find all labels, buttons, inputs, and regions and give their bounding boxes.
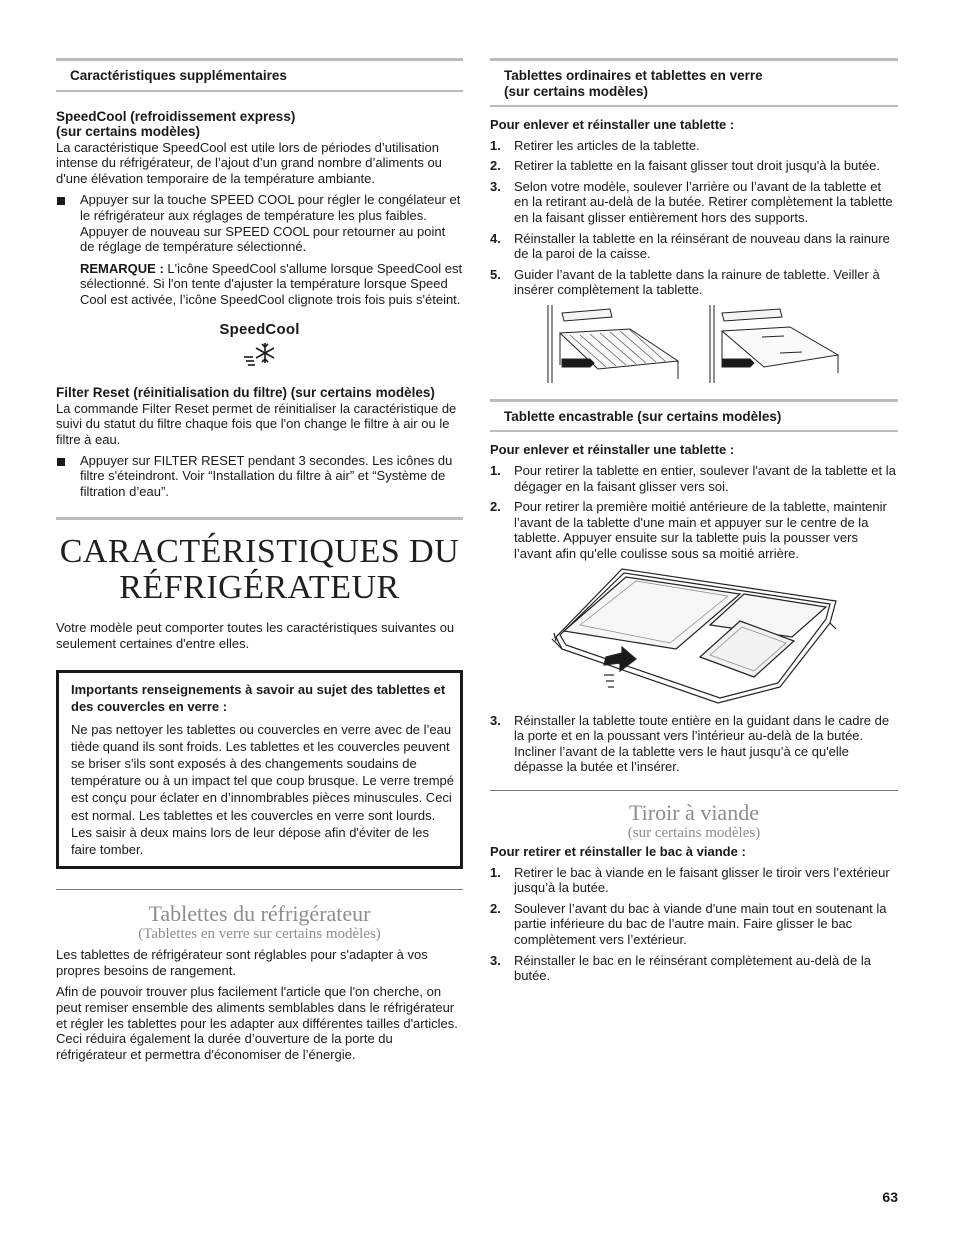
speedcool-illustration <box>56 322 463 368</box>
list-item: 2. Pour retirer la première moitié antérieure de la tablette, maintenir l’avant de la tablette d'une main et appuyer sur le centre de la tablette. Appuyer ensuite sur la tablette puis la pousser vers l’avant afin qu'elle coulisse sous sa moitié arrière. <box>490 499 887 561</box>
glass-warning-box <box>56 670 463 870</box>
shelves-title: Tablettes du réfrigérateur <box>148 901 371 927</box>
list-item: 4. Réinstaller la tablette en la réinsérant de nouveau dans la rainure de la paroi de la caisse. <box>490 230 890 262</box>
list-item: 1. Retirer le bac à viande en le faisant glisser le tiroir vers l’extérieur jusqu’à la butée. <box>490 864 890 896</box>
warning-title: Importants renseignements à savoir au sujet des tablettes et des couvercles en verre : <box>71 681 446 714</box>
list-item: 2. Retirer la tablette en la faisant glisser tout droit jusqu'à la butée. <box>490 158 880 174</box>
shelves-p1: Les tablettes de réfrigérateur sont réglables pour s'adapter à vos propres besoins de rangement. <box>56 947 428 978</box>
meat-drawer-subtitle: (sur certains modèles) <box>627 824 761 841</box>
shelves-subtitle: (Tablettes en verre sur certains modèles) <box>138 926 381 943</box>
section-header-features: Caractéristiques supplémentaires <box>56 58 463 92</box>
list-item: 3. Réinstaller le bac en le réinsérant complètement au-delà de la butée. <box>490 952 871 984</box>
remove-shelf-label: Pour enlever et réinstaller une tablette : <box>490 117 735 132</box>
speedcool-bullet: Appuyer sur la touche SPEED COOL pour régler le congélateur et le réfrigérateur aux réglages de température les plus faibles. Appuyer de nouveau sur SPEED COOL pour retourner au point de réglage de température sélectionné. <box>56 192 463 254</box>
list-item: 1. Retirer les articles de la tablette. <box>490 137 700 153</box>
speedcool-title-line2: (sur certains modèles) <box>56 124 201 140</box>
main-intro: Votre modèle peut comporter toutes les caractéristiques suivantes ou seulement certaines d'entre elles. <box>56 620 455 651</box>
list-item: 3. Selon votre modèle, soulever l’arrière ou l’avant de la tablette et en la retirant au-delà de la butée. Retirer complètement la tablette en la faisant glisser entièrement hors des supports. <box>490 178 893 225</box>
slide-steps-b <box>490 713 898 775</box>
snowflake-icon <box>240 339 280 367</box>
right-column <box>490 58 898 989</box>
main-title <box>56 534 463 606</box>
list-item: 5. Guider l’avant de la tablette dans la rainure de tablette. Veiller à insérer complètement la tablette. <box>490 266 880 298</box>
note-text: L'icône SpeedCool s'allume lorsque SpeedCool est sélectionné. Si l'on tente d'ajuster la température lorsque Speed Cool est activée, l’icône SpeedCool clignote trois fois puis s'éteint. <box>80 260 463 308</box>
filter-reset-title: Filter Reset (réinitialisation du filtre) (sur certains modèles) <box>56 385 435 401</box>
meat-drawer-title: Tiroir à viande <box>629 799 759 825</box>
slide-steps-a <box>490 463 898 562</box>
filter-reset-intro: La commande Filter Reset permet de réinitialiser la caractéristique de suivi du statut du filtre chaque fois que l'on change le filtre à air ou le filtre à eau. <box>56 400 457 447</box>
speedcool-bullets <box>56 192 463 254</box>
filter-reset-bullet: Appuyer sur FILTER RESET pendant 3 secondes. Les icônes du filtre s'éteindront. Voir “Installation du filtre à air” et “Système de filtration d’eau”. <box>56 453 463 500</box>
list-item: 2. Soulever l’avant du bac à viande d'une main tout en soutenant la partie inférieure du bac de l’autre main. Faire glisser le bac complètement vers l’extérieur. <box>490 900 887 947</box>
page-number: 63 <box>882 1189 898 1205</box>
left-column <box>56 58 463 1062</box>
shelves-p2: Afin de pouvoir trouver plus facilement l'article que l'on cherche, on peut remiser ensemble des aliments semblables dans le réfrigérateur et régler les tablettes pour les adapter aux différentes tailles d'articles. Ceci réduira également la durée d’ouverture de la porte du réfrigérateur et permettra d'économiser de l’énergie. <box>56 984 458 1062</box>
speedcool-title-line1: SpeedCool (refroidissement express) <box>56 108 296 124</box>
meat-drawer-label: Pour retirer et réinstaller le bac à viande : <box>490 843 746 859</box>
shelf-removal-illustration <box>490 303 898 387</box>
main-title-line1: CARACTÉRISTIQUES DU <box>59 533 460 571</box>
section-header-shelves <box>490 58 898 107</box>
shelf-steps <box>490 138 898 298</box>
speedcool-icon-label: SpeedCool <box>219 320 300 338</box>
shelves-header-line1: Tablettes ordinaires et tablettes en verre <box>504 68 763 83</box>
speedcool-intro: La caractéristique SpeedCool est utile lors de périodes d’utilisation intense du réfrigérateur, de l’ajout d’un grand nombre d’aliments ou d'une élévation temporaire de la température ambiante. <box>56 139 442 186</box>
slide-remove-label: Pour enlever et réinstaller une tablette : <box>490 442 735 458</box>
shelves-header-line2: (sur certains modèles) <box>504 83 649 99</box>
meat-drawer-steps <box>490 865 898 984</box>
main-title-line2: RÉFRIGÉRATEUR <box>119 569 400 607</box>
speedcool-title <box>56 109 463 140</box>
filter-reset-bullets <box>56 453 463 500</box>
section-header-slide-shelf: Tablette encastrable (sur certains modèles) <box>490 399 898 433</box>
list-item: 3. Réinstaller la tablette toute entière en la guidant dans le cadre de la porte et en la poussant vers l’intérieur au-delà de la butée. Incliner l’avant de la tablette vers le haut jusqu’à ce qu'elle dépasse la butée et l’insérer. <box>490 712 890 775</box>
warning-body: Ne pas nettoyer les tablettes ou couvercles en verre avec de l’eau tiède quand ils sont froids. Les tablettes et les couvercles peuvent se briser s'ils sont exposés à des changements soudains de température ou à un impact tel que coup brusque. Le verre trempé est conçu pour éclater en d’innombrables pièces minuscules. Ceci est normal. Les tablettes et les couvercles en verre sont lourds. Les saisir à deux mains lors de leur dépose afin d'éviter de les faire tomber. <box>71 721 454 857</box>
speedcool-note <box>56 261 463 308</box>
slide-shelf-illustration <box>490 567 898 707</box>
list-item: 1. Pour retirer la tablette en entier, soulever l'avant de la tablette et la dégager en la faisant glisser vers soi. <box>490 463 896 494</box>
note-label: REMARQUE : <box>80 260 164 276</box>
